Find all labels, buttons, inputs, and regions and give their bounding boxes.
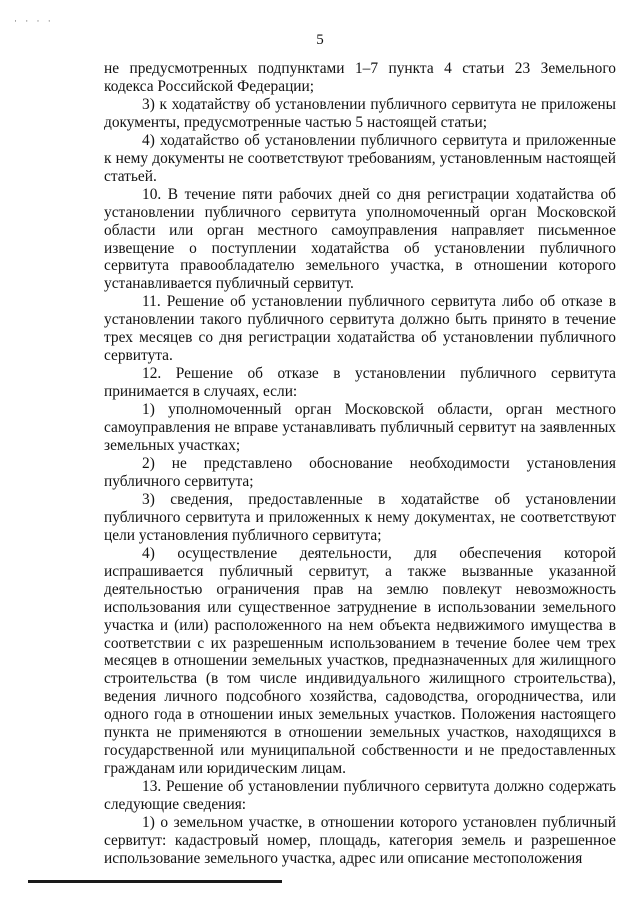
paragraph-clause-10: 10. В течение пяти рабочих дней со дня регистрации ходатайства об установлении публичного сервитута уполномоченный орган Московской области или орган местного самоуправления направляет письменное извещение о поступлении ходатайства об установлении публичного сервитута правообладателю земельного участка, в отношении которого устанавливается публичный сервитут.	[104, 185, 616, 293]
paragraph-clause-13-item-1: 1) о земельном участке, в отношении которого установлен публичный сервитут: кадастровый номер, площадь, категория земель и разрешенное использование земельного участка, адрес или описание местоположения	[104, 814, 616, 867]
scan-artifact-marks: · · · ·	[14, 16, 54, 26]
paragraph-clause-12-item-4: 4) осуществление деятельности, для обеспечения которой испрашивается публичный сервитут, а также вызванные указанной деятельностью ограничения прав на землю повлекут невозможность использования или существенное затруднение в использовании земельного участка и (или) расположенного на нем объекта недвижимого имущества в соответствии с их разрешенным использованием в течение более чем трех месяцев в отношении земельных участков, предназначенных для жилищного строительства (в том числе индивидуального жилищного строительства), ведения личного подсобного хозяйства, садоводства, огородничества, или одного года в отношении иных земельных участков. Положения настоящего пункта не применяются в отношении земельных участков, находящихся в государственной или муниципальной собственности и не предоставленных гражданам или юридическим лицам.	[104, 544, 616, 778]
paragraph-clause-13: 13. Решение об установлении публичного сервитута должно содержать следующие сведения:	[104, 778, 616, 814]
page-number: 5	[316, 32, 324, 48]
paragraph-clause-12-item-2: 2) не представлено обоснование необходимости установления публичного сервитута;	[104, 454, 616, 490]
paragraph-clause-12-item-1: 1) уполномоченный орган Московской области, орган местного самоуправления не вправе устанавливать публичный сервитут на заявленных земельных участках;	[104, 401, 616, 455]
paragraph-clause-12: 12. Решение об отказе в установлении публичного сервитута принимается в случаях, если:	[104, 365, 616, 401]
paragraph-clause-12-item-3: 3) сведения, предоставленные в ходатайстве об установлении публичного сервитута и приложенных к нему документах, не соответствуют цели установления публичного сервитута;	[104, 490, 616, 544]
paragraph-clause-11: 11. Решение об установлении публичного сервитута либо об отказе в установлении такого публичного сервитута должно быть принято в течение трех месяцев со дня регистрации ходатайства об установлении публичного сервитута.	[104, 293, 616, 365]
paragraph-item-4: 4) ходатайство об установлении публичного сервитута и приложенные к нему документы не соответствуют требованиям, установленным настоящей статьей.	[104, 131, 616, 185]
paragraph-continuation: не предусмотренных подпунктами 1–7 пункта 4 статьи 23 Земельного кодекса Российской Федерации;	[104, 60, 616, 95]
paragraph-item-3: 3) к ходатайству об установлении публичного сервитута не приложены документы, предусмотренные частью 5 настоящей статьи;	[104, 95, 616, 131]
footer-rule	[28, 880, 282, 883]
document-body	[104, 60, 616, 868]
